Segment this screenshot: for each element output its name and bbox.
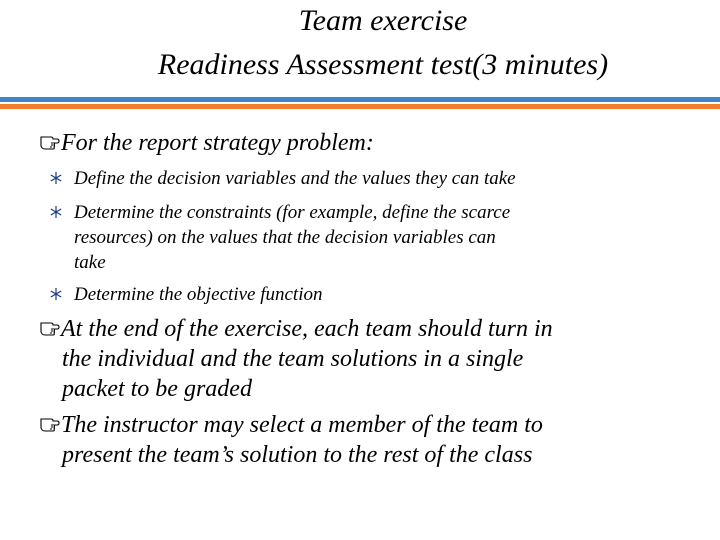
bullet-text-line-2: the individual and the team solutions in a single <box>62 346 524 372</box>
sub-item-constraints-line-1: Determine the constraints (for example, define the scarce <box>74 202 511 223</box>
pointing-hand-icon <box>40 414 60 434</box>
slide-title-line-2: Readiness Assessment test(3 minutes) <box>157 48 609 81</box>
bullet-text-line-2: present the team’s solution to the rest of the class <box>62 442 533 468</box>
slide-title-line-1: Team exercise <box>298 4 468 37</box>
pointing-hand-icon <box>40 132 60 152</box>
title-rule-blue <box>0 97 720 102</box>
asterisk-icon <box>49 205 63 219</box>
sub-item-constraints-line-2: resources) on the values that the decision variables can <box>74 227 496 248</box>
bullet-report-strategy <box>40 130 374 157</box>
title-rule-orange <box>0 104 720 109</box>
bullet-text-line-3: packet to be graded <box>62 376 252 402</box>
pointing-hand-icon <box>40 318 60 338</box>
bullet-text-line-1: At the end of the exercise, each team should turn in <box>61 316 553 342</box>
sub-item-objective-function: Determine the objective function <box>74 284 323 305</box>
sub-item-constraints-line-3: take <box>74 252 106 273</box>
bullet-text-line-1: The instructor may select a member of the team to <box>61 412 543 438</box>
sub-item-decision-variables: Define the decision variables and the values they can take <box>74 168 516 189</box>
bullet-text: For the report strategy problem: <box>61 130 374 156</box>
asterisk-icon <box>49 171 63 185</box>
asterisk-icon <box>49 287 63 301</box>
